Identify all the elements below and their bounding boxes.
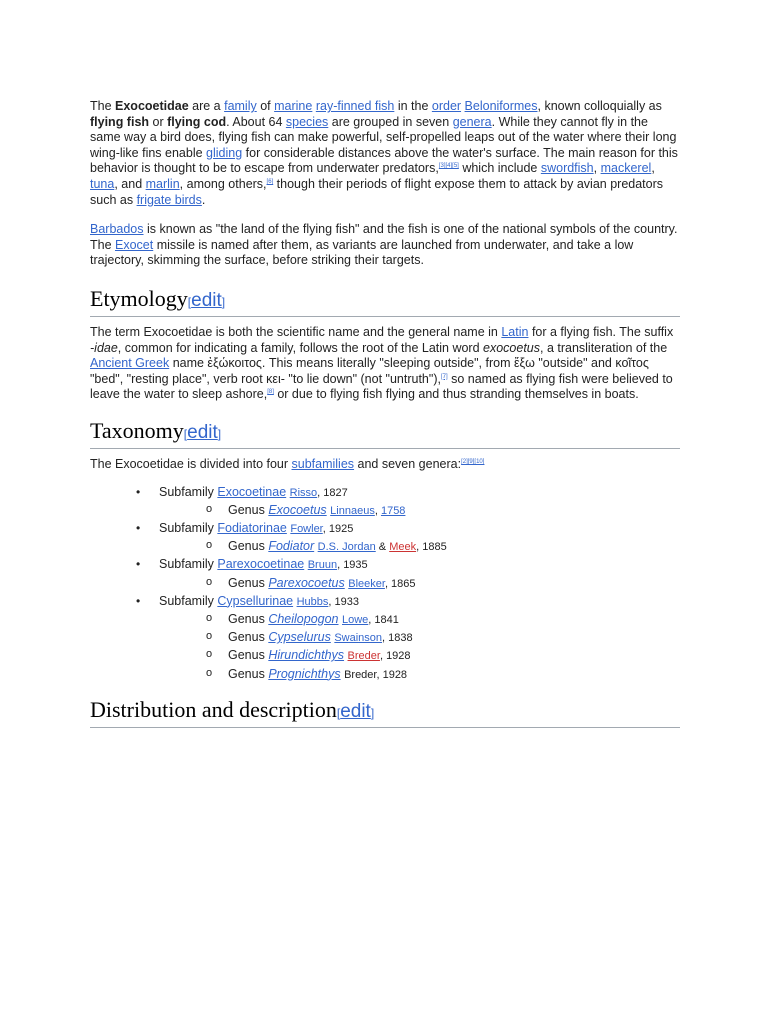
link-author[interactable]: Lowe — [342, 613, 369, 626]
text: The Exocoetidae is divided into four — [90, 456, 292, 471]
edit-bracket: [ — [336, 705, 341, 720]
text: Genus — [228, 630, 269, 645]
text: , — [593, 161, 601, 176]
year-text: , 1885 — [416, 541, 447, 554]
link-mackerel[interactable]: mackerel — [600, 161, 652, 176]
citation-ref[interactable]: [2][9][10] — [461, 458, 485, 465]
list-item-genus — [159, 575, 680, 593]
link-genus[interactable] — [268, 667, 340, 681]
bold-term: flying fish — [90, 114, 150, 129]
bold-term: Exocoetidae — [115, 99, 189, 113]
text: which include — [458, 161, 541, 176]
italic-term: -idae — [90, 340, 118, 355]
link-author[interactable]: Bruun — [307, 559, 338, 572]
edit-bracket: [ — [183, 426, 188, 441]
link-tuna[interactable]: tuna — [90, 176, 115, 191]
link-subfamily[interactable]: Cypsellurinae — [217, 593, 294, 608]
link-frigate-birds[interactable]: frigate birds — [136, 192, 202, 207]
list-item-genus — [159, 629, 680, 647]
link-author[interactable]: Hubbs — [296, 595, 329, 608]
text: . About 64 — [226, 114, 286, 129]
genus-name: Exocoetus — [268, 502, 327, 517]
genus-name: Hirundichthys — [268, 648, 345, 663]
text: for considerable distances above the water's surface. The main reason for this behavior is thought to be to escape from underwater predators, — [90, 145, 678, 176]
genus-name: Cheilopogon — [268, 611, 339, 626]
citation-ref[interactable]: [3][4][5] — [438, 163, 459, 170]
list-item-genus — [159, 647, 680, 665]
text: Genus — [228, 502, 269, 517]
link-author-missing[interactable]: Meek — [389, 541, 417, 554]
link-author[interactable]: Risso — [289, 486, 318, 499]
text: , and — [114, 176, 146, 191]
taxonomy-paragraph — [90, 457, 680, 473]
text: for a flying fish. The suffix — [528, 324, 674, 339]
text: of — [256, 99, 275, 113]
text: Genus — [228, 539, 269, 554]
text: The term Exocoetidae is both the scientific name and the general name in — [90, 324, 502, 339]
text: , known colloquially as — [537, 99, 662, 113]
text: Genus — [228, 611, 269, 626]
link-latin[interactable]: Latin — [501, 324, 529, 339]
year-text: , 1865 — [384, 577, 416, 590]
link-family[interactable]: family — [224, 99, 257, 113]
link-genus[interactable] — [268, 612, 338, 626]
link-author[interactable]: Swainson — [334, 632, 383, 645]
edit-link[interactable]: edit — [191, 289, 222, 311]
year-text: , 1841 — [368, 613, 399, 626]
link-subfamily[interactable]: Fodiatorinae — [217, 520, 287, 535]
link-ray-finned-fish[interactable]: ray-finned fish — [315, 99, 395, 113]
text: Genus — [228, 648, 269, 663]
heading-text: Distribution and description — [90, 696, 337, 722]
edit-bracket: ] — [221, 294, 226, 309]
year-text: , 1838 — [382, 632, 413, 645]
link-exocet[interactable]: Exocet — [115, 237, 154, 252]
link-author[interactable]: D.S. Jordan — [317, 541, 376, 554]
text: , — [651, 161, 655, 176]
text: missile is named after them, as variants are launched from underwater, and take a low trajectory, skimming the surface, before striking their targets. — [90, 237, 634, 268]
link-author-missing[interactable]: Breder — [347, 650, 380, 663]
text: . While they cannot fly in the same way a bird does, flying fish can make powerful, self-propelled leaps out of the water where their long wing-like fins enable — [90, 114, 677, 160]
edit-bracket: ] — [370, 705, 375, 720]
edit-link[interactable]: edit — [340, 700, 371, 722]
genus-list — [159, 502, 680, 520]
list-item-genus — [159, 538, 680, 556]
genus-list — [159, 538, 680, 556]
link-subfamily[interactable]: Parexocoetinae — [217, 557, 305, 572]
year-text: , 1928 — [379, 650, 411, 663]
heading-text: Taxonomy — [90, 417, 184, 443]
italic-term: exocoetus — [483, 340, 540, 355]
list-item-subfamily — [90, 593, 680, 684]
text: , common for indicating a family, follows the root of the Latin word — [117, 340, 484, 355]
bold-term: flying cod — [167, 114, 227, 129]
link-marine[interactable]: marine — [274, 99, 313, 113]
list-item-genus — [159, 611, 680, 629]
text: , — [374, 504, 381, 517]
text: are a — [188, 99, 225, 113]
link-beloniformes[interactable]: Beloniformes — [464, 99, 538, 113]
subfamily-list — [90, 484, 680, 684]
etymology-paragraph — [90, 325, 680, 403]
edit-bracket: [ — [187, 294, 192, 309]
genus-name: Parexocoetus — [268, 575, 345, 590]
list-item-subfamily — [90, 556, 680, 592]
link-genus[interactable] — [268, 503, 326, 517]
year-text: , 1935 — [337, 559, 368, 572]
list-item-genus — [159, 666, 680, 684]
text: Subfamily — [159, 557, 218, 572]
link-swordfish[interactable]: swordfish — [540, 161, 594, 176]
text: , a transliteration of the — [540, 340, 668, 355]
edit-link[interactable]: edit — [187, 421, 218, 443]
link-genus[interactable] — [268, 539, 314, 553]
citation-ref[interactable]: [7] — [440, 373, 448, 380]
author-year-text: Breder, 1928 — [344, 668, 408, 681]
heading-text: Etymology — [90, 285, 188, 311]
link-species[interactable]: species — [285, 114, 329, 129]
link-barbados[interactable]: Barbados — [90, 222, 144, 237]
text: in the — [394, 99, 432, 113]
text: Subfamily — [159, 520, 218, 535]
year-text: , 1933 — [328, 595, 359, 608]
link-genera[interactable]: genera — [452, 114, 492, 129]
text: , among others, — [179, 176, 267, 191]
link-author[interactable]: Bleeker — [348, 577, 385, 590]
text: though their periods of flight expose them to attack by avian predators such as — [90, 176, 664, 207]
link-genus[interactable] — [268, 576, 344, 590]
text: and seven genera: — [354, 456, 462, 471]
text: Subfamily — [159, 593, 218, 608]
text: are grouped in seven — [328, 114, 453, 129]
list-item-genus — [159, 502, 680, 520]
section-heading-taxonomy — [90, 418, 680, 449]
article-body — [90, 99, 680, 736]
list-item-subfamily — [90, 484, 680, 520]
text: The — [90, 99, 116, 113]
intro-paragraph-1 — [90, 99, 680, 208]
link-author[interactable]: Linnaeus — [330, 504, 375, 517]
text: Subfamily — [159, 484, 218, 499]
text: or due to flying fish flying and thus stranding themselves in boats. — [273, 387, 639, 402]
citation-ref[interactable]: [8] — [267, 389, 274, 396]
genus-name: Prognichthys — [268, 666, 341, 681]
text: or — [149, 114, 168, 129]
link-gliding[interactable]: gliding — [206, 145, 243, 160]
text: name ἐξώκοιτος. This means literally "sleeping outside", from ἔξω "outside" and κοῖτος "bed", "resting place", verb root κει- "to lie down" (not "untruth"), — [90, 356, 649, 386]
link-order[interactable]: order — [431, 99, 462, 113]
text: Genus — [228, 575, 269, 590]
link-year[interactable]: 1758 — [380, 504, 406, 517]
link-subfamily[interactable]: Exocoetinae — [217, 484, 287, 499]
citation-ref[interactable]: [6] — [266, 178, 274, 185]
list-item-subfamily — [90, 520, 680, 556]
year-text: , 1925 — [322, 522, 354, 535]
section-heading-etymology — [90, 286, 680, 317]
text: is known as "the land of the flying fish" and the fish is one of the national symbols of the country. The — [90, 222, 678, 252]
link-marlin[interactable]: marlin — [145, 176, 180, 191]
text: Genus — [228, 666, 269, 681]
genus-name: Fodiator — [268, 539, 315, 554]
link-genus[interactable] — [268, 648, 344, 662]
section-heading-distribution — [90, 697, 680, 728]
intro-paragraph-2 — [90, 222, 680, 269]
text: so named as flying fish were believed to leave the water to sleep ashore, — [90, 371, 673, 402]
year-text: , 1827 — [317, 486, 348, 499]
genus-list — [159, 575, 680, 593]
link-author[interactable]: Fowler — [290, 522, 323, 535]
text: & — [375, 541, 390, 554]
link-genus[interactable] — [268, 630, 331, 644]
genus-list — [159, 611, 680, 684]
genus-name: Cypselurus — [268, 630, 331, 645]
link-ancient-greek[interactable]: Ancient Greek — [90, 356, 170, 371]
text: . — [201, 192, 206, 207]
edit-bracket: ] — [217, 426, 222, 441]
link-subfamilies[interactable]: subfamilies — [291, 456, 355, 471]
